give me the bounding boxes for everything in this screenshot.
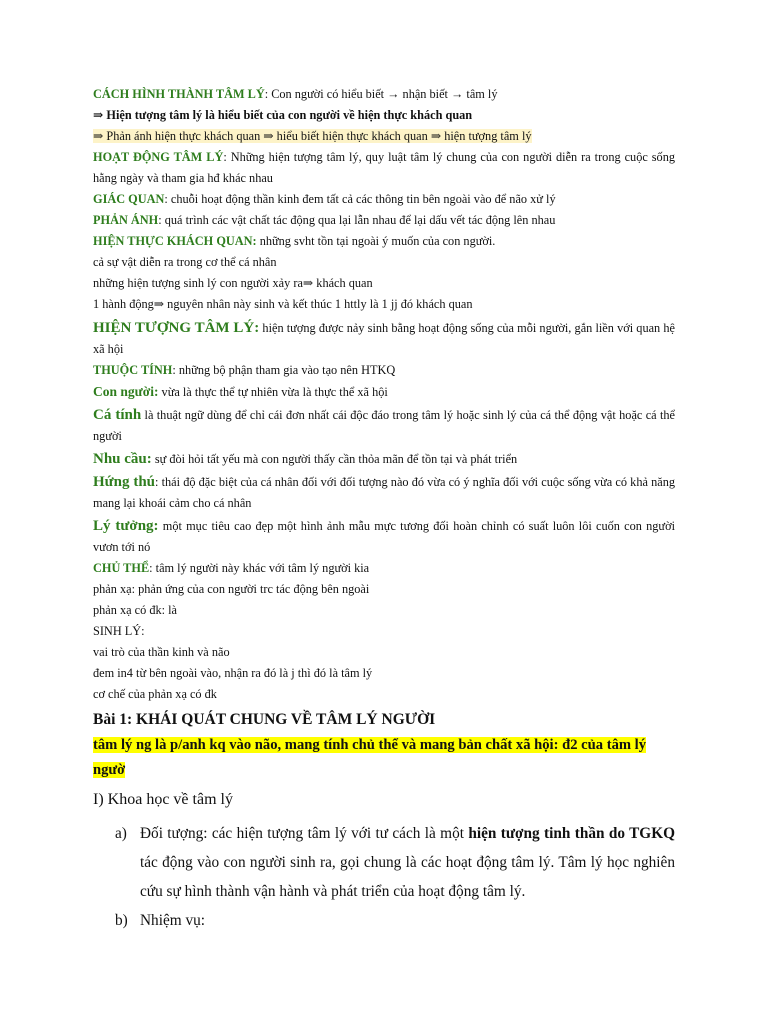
definition: : thái độ đặc biệt của cá nhân đối với đối tượng nào đó vừa có ý nghĩa đối với cuộc sống vừa có khả năng mang lại khoái cảm cho cá nhân — [93, 475, 675, 510]
term: CHỦ THỂ — [93, 561, 150, 575]
definition: là thuật ngữ dùng để chỉ cái đơn nhất cái độc đáo trong tâm lý hoặc sinh lý của cá thể động vật hoặc cá thể người — [93, 408, 675, 443]
term: CÁCH HÌNH THÀNH TÂM LÝ — [93, 87, 265, 101]
definition: : chuỗi hoạt động thần kinh đem tất cả các thông tin bên ngoài vào để não xử lý — [164, 192, 556, 206]
term: Lý tưởng: — [93, 518, 159, 534]
item-text: Đối tượng: các hiện tượng tâm lý với tư cách là một — [140, 825, 469, 842]
lesson-title: Bài 1: KHÁI QUÁT CHUNG VỀ TÂM LÝ NGƯỜI — [93, 711, 436, 728]
line-conclusion-2 — [93, 126, 675, 147]
line-note-2: những hiện tượng sinh lý con người xảy ra⇒ khách quan — [93, 276, 373, 290]
line-hoat-dong-tam-ly — [93, 147, 675, 189]
line-note-3: 1 hành động⇒ nguyên nhân này sinh và kết thúc 1 httly là 1 jj đó khách quan — [93, 297, 473, 311]
line-nhu-cau — [93, 449, 675, 470]
term: Con người: — [93, 384, 159, 399]
line-sinh-ly: SINH LÝ: — [93, 624, 145, 638]
line-phan-anh — [93, 210, 675, 231]
term: Nhu cầu: — [93, 451, 152, 467]
item-text: Nhiệm vụ: — [140, 912, 206, 929]
line-vai-tro: vai trò của thần kinh và não — [93, 645, 230, 659]
conclusion-text: ⇒ Hiện tượng tâm lý là hiểu biết của con người về hiện thực khách quan — [93, 108, 473, 122]
line-note-1: cả sự vật diễn ra trong cơ thể cá nhân — [93, 255, 277, 269]
item-text-cont: tác động vào con người sinh ra, gọi chung là các hoạt động tâm lý. Tâm lý học nghiên cứu sự hình thành vận hành và phát triển của hoạt động tâm lý. — [140, 854, 675, 900]
definition: : những bộ phận tham gia vào tạo nên HTKQ — [172, 363, 396, 377]
line-phan-xa-co-dk: phản xạ có đk: là — [93, 603, 178, 617]
term: Hứng thú — [93, 474, 156, 490]
term: HIỆN THỰC KHÁCH QUAN: — [93, 234, 257, 248]
line-giac-quan — [93, 189, 675, 210]
term: HOẠT ĐỘNG TÂM LÝ — [93, 150, 224, 164]
line-ly-tuong — [93, 516, 675, 558]
definition: : Những hiện tượng tâm lý, quy luật tâm lý chung của con người diễn ra trong cuộc sống hằng ngày và tham gia hđ khác nhau — [93, 150, 675, 185]
definition: một mục tiêu cao đẹp một hình ảnh mẫu mực tương đối hoàn chỉnh có suất luôn lôi cuốn con người vươn tới nó — [93, 519, 675, 554]
term: PHẢN ÁNH — [93, 213, 159, 227]
line-cach-hinh-thanh — [93, 84, 675, 105]
line-chu-the — [93, 558, 675, 579]
term: GIÁC QUAN — [93, 192, 165, 206]
line-dem-in4: đem in4 từ bên ngoài vào, nhận ra đó là j thì đó là tâm lý — [93, 666, 373, 680]
line-hien-tuong-tam-ly — [93, 318, 675, 360]
line-phan-xa: phản xạ: phản ứng của con người trc tác động bên ngoài — [93, 582, 370, 596]
line-hung-thu — [93, 472, 675, 514]
highlight-summary — [93, 733, 675, 783]
definition: : tâm lý người này khác với tâm lý người kia — [149, 561, 370, 575]
list-marker: a) — [115, 825, 127, 842]
line-con-nguoi — [93, 381, 675, 403]
document-content — [93, 84, 675, 935]
definition: những svht tồn tại ngoài ý muốn của con người. — [256, 234, 496, 248]
term: THUỘC TÍNH — [93, 363, 173, 377]
definition: sự đòi hỏi tất yếu mà con người thấy cần thỏa mãn để tồn tại và phát triển — [151, 452, 518, 466]
term: Cá tính — [93, 407, 142, 423]
definition: : Con người có hiểu biết → nhận biết → tâm lý — [264, 87, 498, 101]
line-conclusion-1 — [93, 105, 675, 126]
line-hien-thuc-khach-quan — [93, 231, 675, 252]
term: HIỆN TƯỢNG TÂM LÝ: — [93, 320, 260, 336]
list-marker: b) — [115, 912, 128, 929]
section-heading: I) Khoa học về tâm lý — [93, 791, 233, 808]
definition: vừa là thực thể tự nhiên vừa là thực thể xã hội — [158, 385, 388, 399]
definition: : quá trình các vật chất tác động qua lại lẫn nhau để lại dấu vết tác động lên nhau — [158, 213, 556, 227]
list-item-b — [93, 906, 675, 935]
line-co-che: cơ chế của phản xạ có đk — [93, 687, 217, 701]
item-bold-text: hiện tượng tinh thần do TGKQ — [468, 825, 675, 842]
list-item-a — [93, 819, 675, 906]
line-thuoc-tinh — [93, 360, 675, 381]
highlighted-text: tâm lý ng là p/anh kq vào não, mang tính chủ thể và mang bản chất xã hội: đ2 của tâm lý ngườ — [93, 737, 647, 778]
line-ca-tinh — [93, 405, 675, 447]
definition: hiện tượng được nảy sinh bằng hoạt động sống của mỗi người, gắn liền với quan hệ xã hội — [93, 321, 675, 356]
highlighted-text: ⇒ Phản ánh hiện thực khách quan ⇒ hiểu biết hiện thực khách quan ⇒ hiện tượng tâm lý — [93, 129, 532, 143]
